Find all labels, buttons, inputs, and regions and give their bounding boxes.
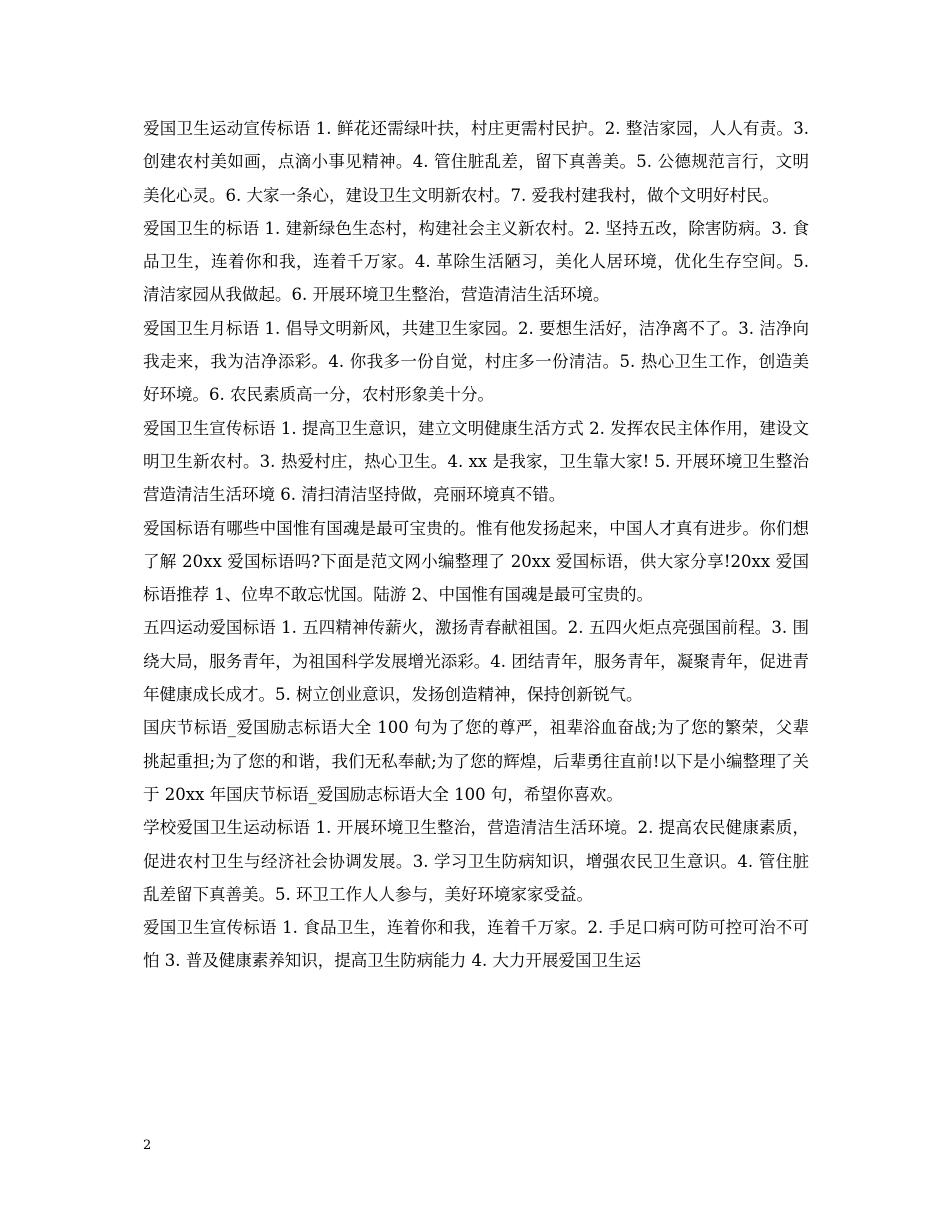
paragraph-school-health-slogans: 学校爱国卫生运动标语 1. 开展环境卫生整治，营造清洁生活环境。2. 提高农民健康素质，促进农村卫生与经济社会协调发展。3. 学习卫生防病知识，增强农民卫生意识。4. 管住脏乱差留下真善美。5. 环卫工作人人参与，美好环境家家受益。: [143, 818, 809, 904]
paragraph-may-fourth-slogans: 五四运动爱国标语 1. 五四精神传薪火，激扬青春献祖国。2. 五四火炬点亮强国前程。3. 围绕大局，服务青年，为祖国科学发展增光添彩。4. 团结青年，服务青年，凝聚青年，促进青年健康成长成才。5. 树立创业意识，发扬创造精神，保持创新锐气。: [143, 618, 809, 705]
paragraph-health-slogans: 爱国卫生的标语 1. 建新绿色生态村，构建社会主义新农村。2. 坚持五改，除害防病。3. 食品卫生，连着你和我，连着千万家。4. 革除生活陋习，美化人居环境，优化生存空间。5. 清洁家园从我做起。6. 开展环境卫生整治，营造清洁生活环境。: [143, 218, 809, 305]
paragraph-health-campaign-slogans: 爱国卫生运动宣传标语 1. 鲜花还需绿叶扶，村庄更需村民护。2. 整洁家园，人人有责。3. 创建农村美如画，点滴小事见精神。4. 管住脏乱差，留下真善美。5. 公德规范言行，文明美化心灵。6. 大家一条心，建设卫生文明新农村。7. 爱我村建我村，做个文明好村民。: [143, 119, 809, 205]
paragraph-health-publicity-slogans: 爱国卫生宣传标语 1. 提高卫生意识，建立文明健康生活方式 2. 发挥农民主体作用，建设文明卫生新农村。3. 热爱村庄，热心卫生。4. xx 是我家，卫生靠大家! 5. 开展环境卫生整治营造清洁生活环境 6. 清扫清洁坚持做，亮丽环境真不错。: [143, 418, 809, 505]
paragraph-health-month-slogans: 爱国卫生月标语 1. 倡导文明新风，共建卫生家园。2. 要想生活好，洁净离不了。3. 洁净向我走来，我为洁净添彩。4. 你我多一份自觉，村庄多一份清洁。5. 热心卫生工作，创造美好环境。6. 农民素质高一分，农村形象美十分。: [143, 318, 809, 405]
document-body: [143, 112, 809, 978]
paragraph-patriotic-slogans: 爱国标语有哪些中国惟有国魂是最可宝贵的。惟有他发扬起来，中国人才真有进步。你们想了解 20xx 爱国标语吗?下面是范文网小编整理了 20xx 爱国标语，供大家分享!20xx 爱国标语推荐 1、位卑不敢忘忧国。陆游 2、中国惟有国魂是最可宝贵的。: [143, 518, 809, 605]
page-number: 2: [143, 1138, 152, 1153]
paragraph-national-day-slogans: 国庆节标语_爱国励志标语大全 100 句为了您的尊严，祖辈浴血奋战;为了您的繁荣，父辈挑起重担;为了您的和谐，我们无私奉献;为了您的辉煌，后辈勇往直前!以下是小编整理了关于 20xx 年国庆节标语_爱国励志标语大全 100 句，希望你喜欢。: [143, 718, 809, 804]
paragraph-health-publicity-slogans-2: 爱国卫生宣传标语 1. 食品卫生，连着你和我，连着千万家。2. 手足口病可防可控可治不可怕 3. 普及健康素养知识，提高卫生防病能力 4. 大力开展爱国卫生运: [143, 918, 809, 971]
